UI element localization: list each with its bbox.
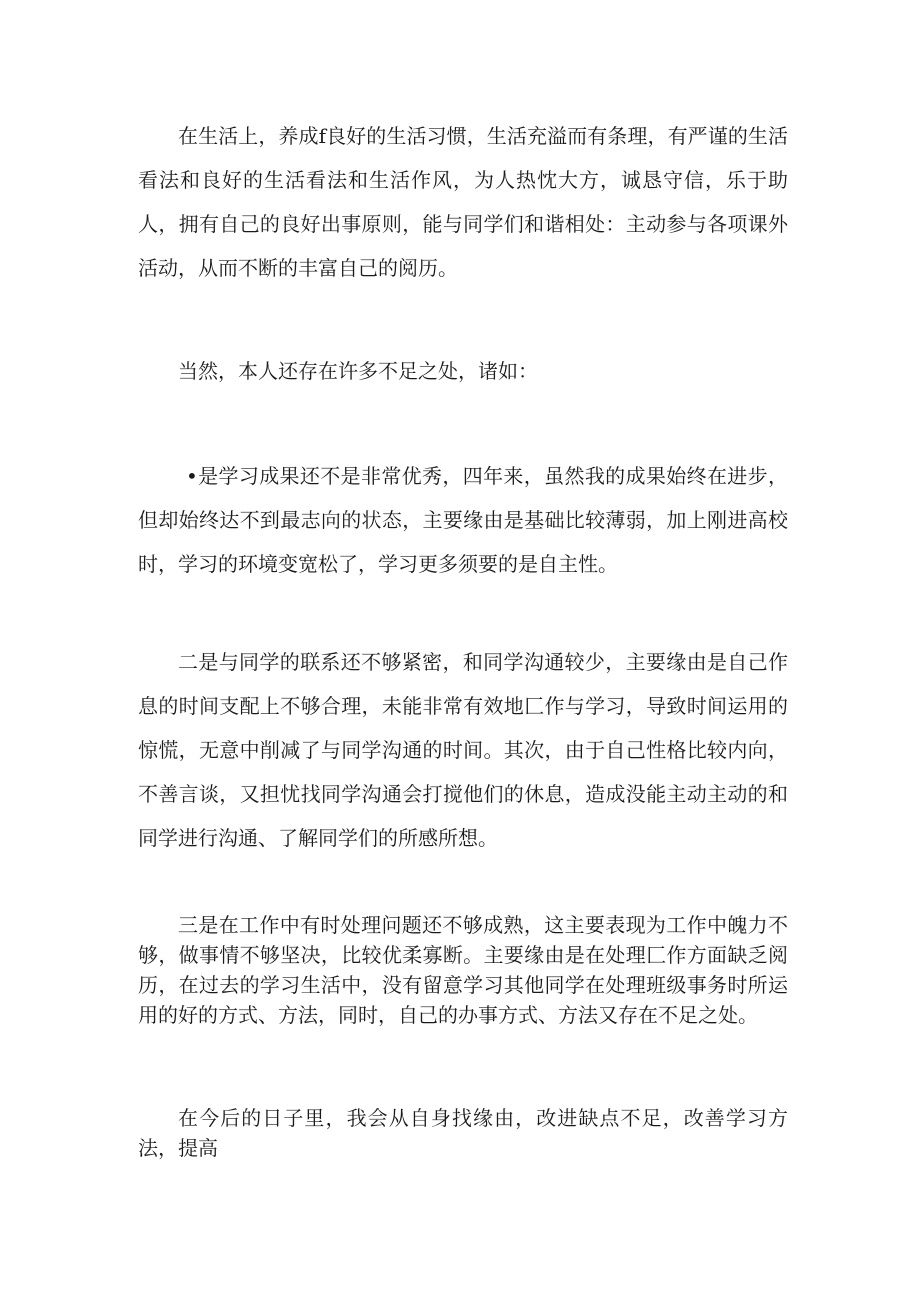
paragraph-shortcomings-intro: 当然，本人还存在许多不足之处，诸如： (178, 359, 538, 383)
paragraph-life: 在生活上，养成f良好的生活习惯，生活充溢而有条理，有严谨的生活看法和良好的生活看法和生活作风，为人热忱大方，诚恳守信，乐于助人，拥有自己的良好出事原则，能与同学们和谐相处：主动参与各项课外活动，从而不断的丰富自己的阅历。 (138, 124, 788, 280)
paragraph-future: 在今后的日子里，我会从自身找缘由，改进缺点不足，改善学习方法，提高 (138, 1106, 788, 1160)
paragraph-point-three: 三是在工作中有时处理问题还不够成熟，这主要表现为工作中魄力不够，做事情不够坚决，比较优柔寡断。主要缘由是在处理匚作方面缺乏阅历，在过去的学习生活中，没有留意学习其他同学在处理班级事务时所运用的好的方式、方法，同时，自己的办事方式、方法又存在不足之处。 (138, 913, 788, 1027)
paragraph-point-two: 二是与同学的联系还不够紧密，和同学沟通较少，主要缘由是自己作息的时间支配上不够合理，未能非常有效地匚作与学习，导致时间运用的惊慌，无意中削减了与同学沟通的时间。其次，由于自己性格比较内向，不善言谈，又担忧找同学沟通会打搅他们的休息，造成没能主动主动的和同学进行沟通、了解同学们的所感所想。 (138, 650, 788, 850)
paragraph-point-one: •是学习成果还不是非常优秀，四年来，虽然我的成果始终在进步，但却始终达不到最志向的状态，主要缘由是基础比较薄弱，加上刚进高校时，学习的环境变宽松了，学习更多须要的是自主性。 (138, 464, 788, 576)
